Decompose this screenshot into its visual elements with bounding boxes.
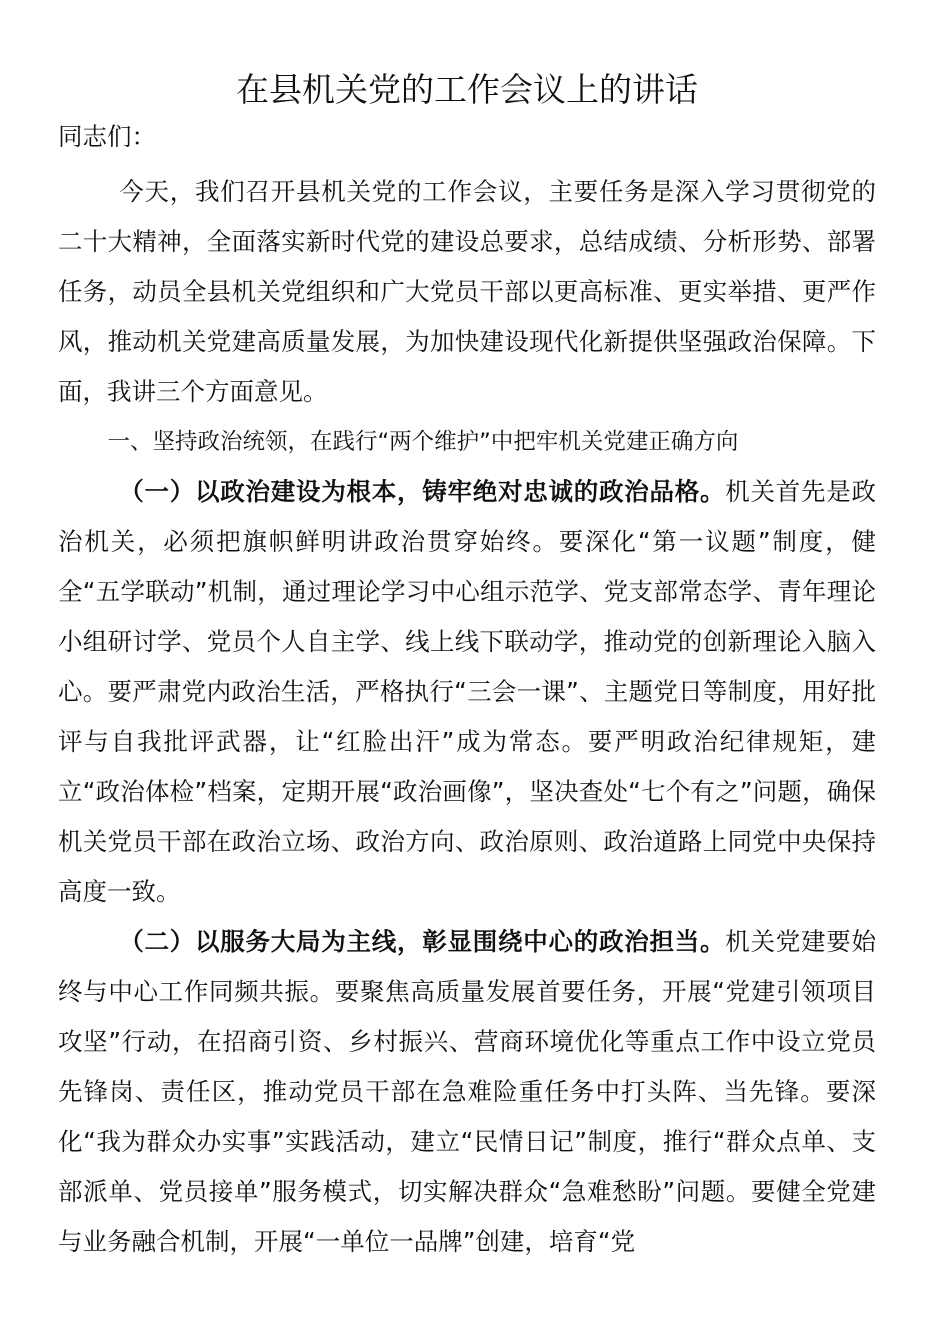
intro-paragraph: 今天，我们召开县机关党的工作会议，主要任务是深入学习贯彻党的二十大精神，全面落实新时代党的建设总要求，总结成绩、分析形势、部署任务，动员全县机关党组织和广大党员干部以更高标准、更实举措、更严作风，推动机关党建高质量发展，为加快建设现代化新提供坚强政治保障。下面，我讲三个方面意见。 bbox=[58, 177, 876, 406]
item-2-lead: （二）以服务大局为主线，彰显围绕中心的政治担当。 bbox=[119, 927, 726, 956]
item-1-body: 机关首先是政治机关，必须把旗帜鲜明讲政治贯穿始终。要深化“第一议题”制度，健全“五学联动”机制，通过理论学习中心组示范学、党支部常态学、青年理论小组研讨学、党员个人自主学、线上线下联动学，推动党的创新理论入脑入心。要严肃党内政治生活，严格执行“三会一课”、主题党日等制度，用好批评与自我批评武器，让“红脸出汗”成为常态。要严明政治纪律规矩，建立“政治体检”档案，定期开展“政治画像”，坚决查处“七个有之”问题，确保机关党员干部在政治立场、政治方向、政治原则、政治道路上同党中央保持高度一致。 bbox=[58, 477, 876, 906]
document-title: 在县机关党的工作会议上的讲话 bbox=[236, 70, 698, 109]
item-2-paragraph bbox=[58, 917, 876, 1267]
document-page bbox=[58, 62, 876, 1267]
salutation: 同志们： bbox=[58, 122, 156, 151]
item-1-lead: （一）以政治建设为根本，铸牢绝对忠诚的政治品格。 bbox=[119, 477, 726, 506]
section-1-heading: 一、坚持政治统领，在践行“两个维护”中把牢机关党建正确方向 bbox=[107, 429, 739, 455]
item-1-paragraph bbox=[58, 467, 876, 917]
item-2-body: 机关党建要始终与中心工作同频共振。要聚焦高质量发展首要任务，开展“党建引领项目攻坚”行动，在招商引资、乡村振兴、营商环境优化等重点工作中设立党员先锋岗、责任区，推动党员干部在急难险重任务中打头阵、当先锋。要深化“我为群众办实事”实践活动，建立“民情日记”制度，推行“群众点单、支部派单、党员接单”服务模式，切实解决群众“急难愁盼”问题。要健全党建与业务融合机制，开展“一单位一品牌”创建，培育“党 bbox=[58, 927, 876, 1256]
